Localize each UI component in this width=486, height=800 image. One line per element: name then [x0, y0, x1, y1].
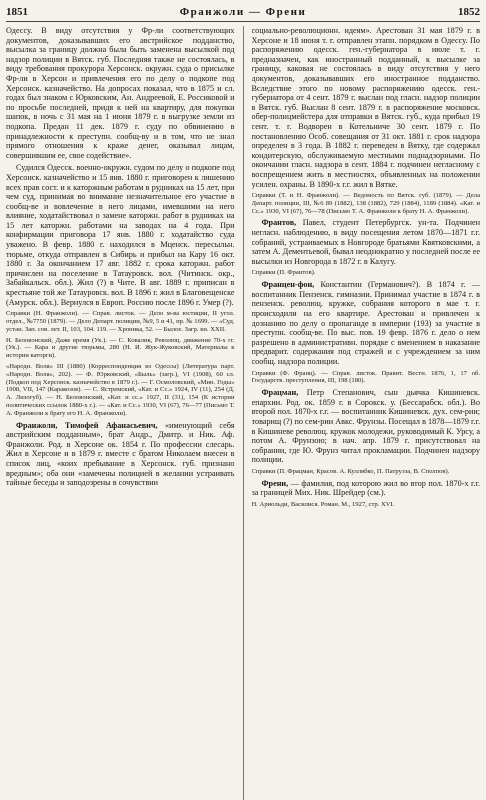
- entry-heading: Франжоли, Тимофей Афанасьевич,: [16, 420, 158, 430]
- reference-note: Справки (Н. Франжоли). — Справ. листок. — Дело м-ва юстиции, II угол. отдел., №7750 (1879). — Дело Департ. полиции, №9, 5 и 41, пр. № 1699. — «Суд. устан. Зап. сов. лет. II, 103, 104. 119. — Хроника, 52. — Былое. Загр. кн. XXII.: [6, 310, 235, 333]
- entry-text: Павел, студент Петербургск. ун-та. Подчинен негласн. наблюдению, в виду посещения летом 1870—1871 г.г. собраний, устраиваемых в Новгороде братьями Квятковскими, а затем А. Дементьевой, бывал неоднократно у последней после ее высылки из Новгорода в 1872 г. в Калугу.: [251, 218, 480, 266]
- running-title: Франжоли — Френи: [179, 5, 307, 18]
- entry-heading: Францен-фон,: [261, 280, 315, 290]
- space: [158, 421, 165, 430]
- entry-heading: Франтов,: [261, 218, 297, 228]
- space: [298, 388, 306, 397]
- biography-entry: [252, 218, 481, 266]
- body-paragraph: Одессу. В виду отсутствия у Фр-ли соответствующих документов, доказывавших его австрийское подданство, высылка за границу должна была быть заменена высылкой под надзор полиции в Вятск. губ. Последняя также не состоялась, в виду требования прокурора Херсонск. окружн. суда о присылке Фр-ли в Херсон и привлечения его по делу о подкопе под Херсонск. казначейство. На допросах показал, что в 1875 и сл. годах был знаком с Юрковским, Ан. Андреевой, Е. Россиковой и по просьбе последней, придя к ней на квартиру, для покупки шапок, в ночь с 31 мая на 1 июня 1879 г. в выгрузке земли из подкопа. Предан 11 дек. 1879 г. суду по обвинению в принадлежности к преступн. сообщ-ву и в том, что не знал прямого отношения к краже денег, оказывал лицам, совершившим ее, свое содействие».: [6, 26, 235, 160]
- biography-entry: [252, 479, 481, 498]
- entry-heading: Фрацман,: [261, 388, 299, 398]
- reference-note: Справки (Т. и Н. Франжоли). — Ведомость по Вятск. губ. (1879). — Дела Департ. полиции, III, №6 89 (1882), 138 (1882), 729 (1884), 1189 (1884). «Кат. и Сс.» 1930, VI (67), 76—78 (Письмо Т. А. Франжоли к брату Н. А. Франжоли).: [251, 192, 480, 215]
- entry-text: Константин (Германович?). В 1874 г. — воспитанник Пензенск. гимназии. Принимал участие в 1874 г. в пензенск. революц. кружке, собрания которого в мае т. г. происходили на его квартире. Арестован и привлечен к дознанию по делу о пропаганде в империи (193) за участие в преступн. сообщ-ве. По выс. пов. 19 февр. 1876 г. дело о нем разрешено в административн. порядке с вменением в наказание предварит. содержания под стражей и с учреждением за ним сообщ. надзора полиции.: [251, 280, 480, 366]
- column-divider: [243, 26, 244, 800]
- reference-note: Справки (Ф. Франц). — Справ. листок. Правит. Вестн. 1876, 1, 17 об. Государств. преступления, III, 198 (180).: [251, 369, 480, 385]
- space: [296, 218, 303, 227]
- biography-entry: [252, 388, 481, 465]
- right-column: [252, 26, 481, 800]
- biography-entry: [6, 421, 235, 488]
- reference-note: Справки (П. Фрацман, Красов. А. Куллябко, П. Патрузза, В. Сполпов).: [251, 467, 450, 475]
- columns: [6, 26, 480, 800]
- body-paragraph: Судился Одесск. военно-окружн. судом по делу о подкопе под Херсонск. казначейство и 15 янв. 1880 г. приговорен к лишению всех прав сост. и к каторжным работам в рудниках на 15 лет, при чем суд, принимая во внимание незначительное его участие в сообщ-ве и вовлечение в него лицами, имевшими на него влияние, ходатайствовал о замене каторжн. работ в рудниках на 15 лет каторжн. работами на заводах на 4 года. При конфирмации приговора 17 янв. 1880 г. ходатайство суда уважено. В февр. 1880 г. находился в Мценск. пересыльн. тюрьме, откуда отправлен в Сибирь и прибыл на Кару 16 окт. 1880 г. За окончанием 17 авг. 1882 г. срока каторжн. работ причислен на поселение в Татауровск. вол. (Читинск. окр., Забайкальск. обл.). Жил (?) в Чите. В авг. 1889 г. приписан в крестьяне той же Татауровск. вол. В 1896 г. жил в Благовещенске (Амурск. обл.). Вернулся в Европ. Россию после 1896 г. Умер (?).: [6, 163, 235, 307]
- biography-entry: [252, 280, 481, 366]
- page-number-left: 1851: [6, 5, 28, 18]
- entry-text: — фамилия, под которою жил во втор пол. 1870-х г.г. за границей Мих. Ник. Шрейдер (см.).: [251, 478, 480, 498]
- reference-note: Справки (П. Франтов).: [251, 269, 316, 277]
- left-column: [6, 26, 235, 800]
- page-number-right: 1852: [458, 5, 480, 18]
- reference-note: Н. Беловонский, Даже время (Ук.). — С. Ковалик, Революц. движение 70-х гг. (Ук.). — Кара и другие тюрьмы, 280 (Н. И. Жук-Жуковский, Материалы к истории каторги).: [6, 336, 235, 360]
- reference-note: Н. Ариольди, Василися. Роман. М., 1927, стр. XVI.: [251, 500, 395, 508]
- reference-note: «Народн. Воля» III (1880) (Корреспонденция из Одессы) (Литература парт. «Народн. Воля», 202). — Ф. Юрковский, «Быль» (загр.), VI (1908), 60 сл. (Подкоп под Херсонск. казначейство в 1879 г.). — Г. Осмоловский, «Мин. Годы» 1908, VII, 147 (Каракозов). — С. Ястремский, «Кат. и Сс.» 1924, IV (11), 254 (Д. А. Лизогуб). — Н. Беловонский, «Кат. и сс.» 1927, II (31), 154 (К истории политических ссылок 1880-х г.). — «Кат. и Сс.» 1930, VI (67), 76—77 (Письмо Т. А. Франжоли к брату его Н. А. Франжоли).: [6, 363, 235, 417]
- entry-text: Петр Степанович, сын дьячка Кишиневск. епархии. Род. ок. 1859 г. в Сорокск. у. (Бессарабск. обл.). Во второй пол. 1870-х г.г. — воспитанник Кишиневск. дух. сем-рии; товарищ (?) по сем-рии Авкс. Фрунзы. Посещал в 1878—1879 г.г. в Кишиневе революц. кружок молодежи, руководимый К. Урсу, а потом А. Фрунзою; в нач. апр. 1879 г. присутствовал на собрании, где Ю. Фрунз читал прокламации. Подчинен надзору полиции.: [251, 388, 480, 465]
- page-header: [6, 4, 480, 22]
- body-paragraph: социально-революционн. идеям». Арестован 31 мая 1879 г. в Херсоне и 18 июня т. г. отправлен этапн. порядком в Одессу. По распоряжению одесск. ген.-губернатора в июле т. г. предназначен, как иностранный подданный, к высылке за границу, каковая не состоялась в виду отсутствия у него документов, доказывавших его иностранное подданство. Вследствие этого по новому распоряжению одесск. ген.-губернатора от 4 сент. 1879 г. выслан под гласн. надзор полиции в Вятск. губ. Выслан 8 сент. 1879 г. в распоряжение московск. обер-полицмейстера для отправки в Вятск. губ., куда прибыл 19 сент. т. г. Водворен в Котельниче 30 сент. 1879 г. По постановлению Особ. совещания от 31 окт. 1881 г. срок надзора определен в 3 года. В 1882 г. переведен в Вятку, где содержал кондитерскую, обслуживаемую местными поднадзорными. По окончании гласн. надзора в сент. 1884 г. подчинен негласному с воспрещением жить в местностях, объявленных на положении усилен. охраны. В 1890-х г.г. жил в Вятке.: [251, 26, 480, 189]
- entry-heading: Френи,: [261, 478, 289, 488]
- entry-text: «именующий себя австрийским подданным», брат Андр., Дмитр. и Ник. Аф. Франжоли. Род. в Херсоне ок. 1854 г. По профессии слесарь. Жил в Херсоне и в 1879 г. вместе с братом Николаем внесен в список лиц, «коих пребывание в Херсонск. губ. признано вредным»; оба они «замечены полицией в желании устраивать тайные беседы и заподозрены в сочувствии: [6, 420, 235, 488]
